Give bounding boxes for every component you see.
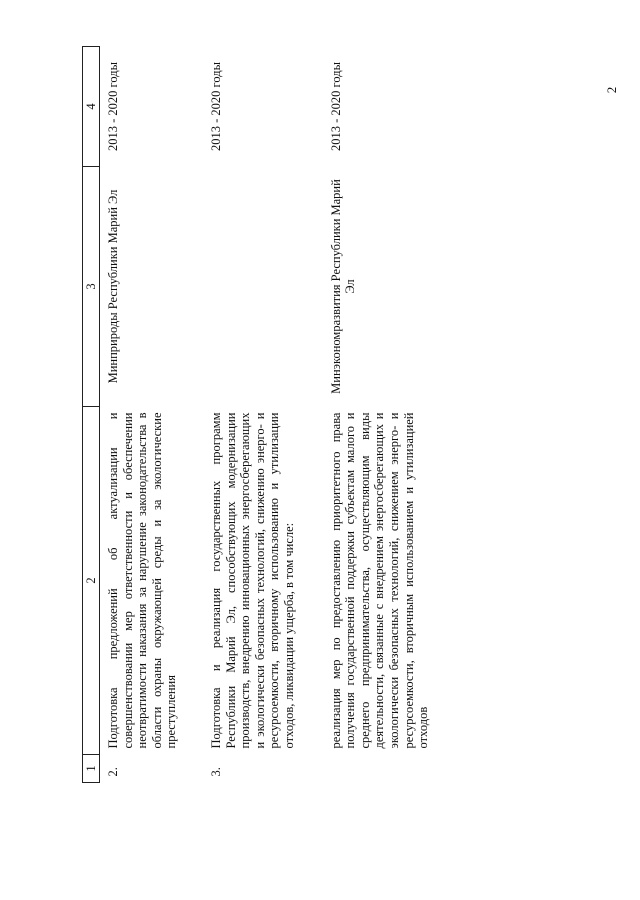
table-row-2 [100, 47, 179, 783]
measure-text: Подготовка и реализация государственных программ Республики Марий Эл, способствующих модернизации производств, внедрению инновационных энергосберегающих и экологически безопасных технологий, снижению энерго- и ресурсоемкости, вторичному использованию и утилизации отходов, ликвидации ущерба, в том числе: [208, 412, 296, 749]
row-spacer [297, 47, 323, 783]
table-row-3-sub [323, 47, 431, 783]
column-header-2: 2 [83, 407, 100, 755]
rotated-page-content [82, 47, 622, 783]
measure-text: Подготовка предложений об актуализации и совершенствовании мер ответственности и обеспечении неотвратимости наказания за нарушение законодательства в области охраны окружающей среды и за экологические преступления [106, 412, 179, 749]
responsible-agency: Минприроды Республики Марий Эл [106, 189, 120, 384]
responsible-agency [203, 167, 297, 407]
row-spacer [179, 47, 203, 783]
responsible-agency: Минэкономразвития Республики Марий Эл [328, 179, 358, 394]
row-number: 2. [106, 767, 120, 777]
measure-text: реализация мер по предоставлению приоритетного права получения государственной поддержки субъектам малого и среднего предпринимательства, осуществляющим виды деятельности, связанные с внедрением энергосберегающих и экологически безопасных технологий, снижением энерго- и ресурсоемкости, вторичным использованием и утилизацией отходов [328, 412, 431, 749]
column-header-3: 3 [83, 167, 100, 407]
column-header-4: 4 [83, 47, 100, 167]
measures-table [82, 46, 431, 783]
implementation-period: 2013 - 2020 годы [106, 62, 120, 152]
implementation-period: 2013 - 2020 годы [208, 62, 223, 152]
column-header-1: 1 [83, 755, 100, 783]
implementation-period: 2013 - 2020 годы [328, 62, 343, 152]
row-number: 3. [208, 767, 223, 777]
table-row-3 [203, 47, 297, 783]
page-number: 2 [604, 86, 619, 94]
row-number [323, 755, 431, 783]
column-number-header-row [83, 47, 100, 783]
